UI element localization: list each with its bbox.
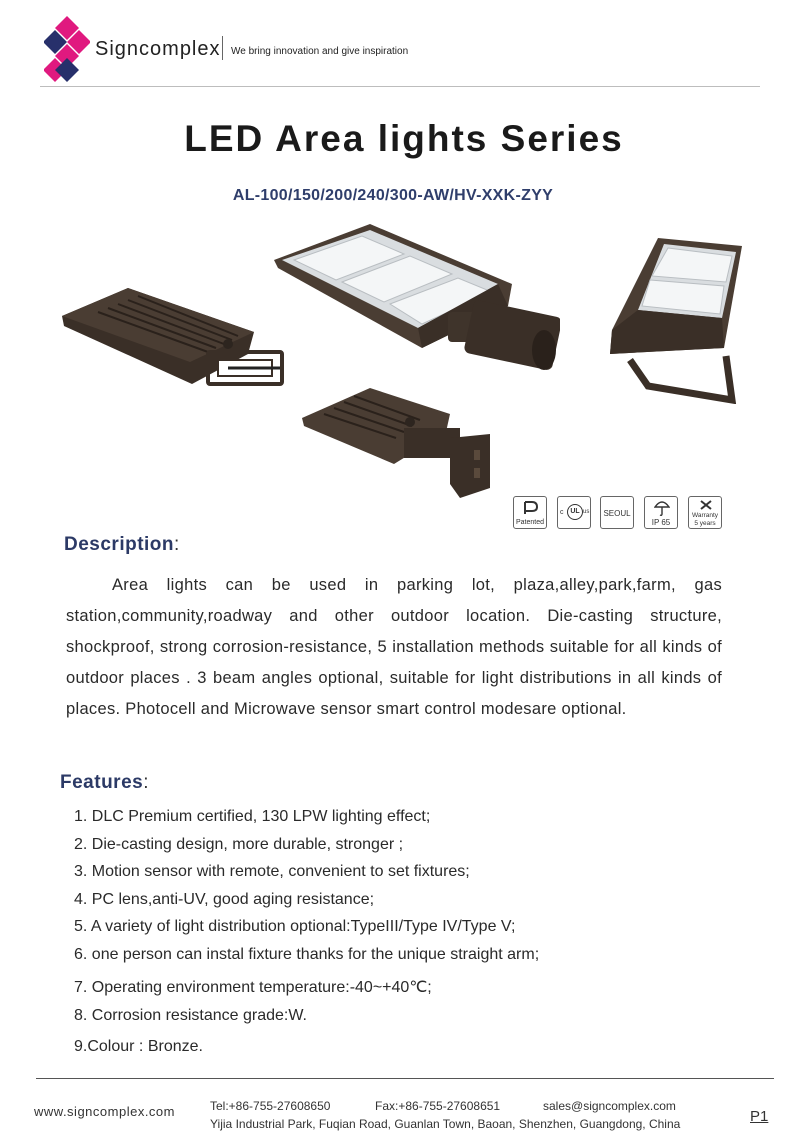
feature-item: 7. Operating environment temperature:-40~+40℃; (74, 979, 432, 996)
footer-divider (36, 1078, 774, 1079)
seoul-label: SEOUL (603, 509, 631, 518)
description-heading-colon: : (174, 534, 180, 555)
feature-item: 4. PC lens,anti-UV, good aging resistance; (74, 891, 375, 908)
ul-listed-badge (557, 496, 591, 529)
brand-tagline: We bring innovation and give inspiration (231, 46, 409, 57)
patented-badge (513, 496, 547, 529)
signcomplex-logo-icon (44, 16, 90, 82)
footer-fax: Fax:+86-755-27608651 (375, 1099, 501, 1113)
feature-item: 6. one person can instal fixture thanks for the unique straight arm; (74, 946, 540, 963)
description-heading-text: Description (64, 534, 175, 555)
ul-c-label: c (560, 509, 564, 516)
footer-address: Yijia Industrial Park, Fuqian Road, Guanlan Town, Baoan, Shenzhen, Guangdong, China (210, 1117, 681, 1131)
features-heading (60, 772, 149, 794)
model-number: AL-100/150/200/240/300-AW/HV-XXK-ZYY (232, 187, 554, 204)
brand-divider (222, 36, 223, 60)
ul-us-label: us (583, 509, 590, 515)
warranty-badge (688, 496, 722, 529)
ip65-label: IP 65 (651, 518, 671, 527)
features-heading-colon: : (143, 772, 149, 793)
patented-label: Patented (515, 519, 545, 526)
footer-telephone: Tel:+86-755-27608650 (210, 1099, 331, 1113)
warranty-years-label: 5 years (694, 520, 716, 527)
area-light-product-image-1 (58, 282, 288, 394)
footer-email-link[interactable]: sales@signcomplex.com (543, 1099, 676, 1113)
description-paragraph: Area lights can be used in parking lot, plaza,alley,park,farm, gas station,community,roadway and other outdoor location. Die-casting structure, shockproof, strong corrosion-resistance, 5 installation methods suitable for all kinds of outdoor places . 3 beam angles optional, suitable for light distributions in all kinds of places. Photocell and Microwave sensor smart control modesare optional. (66, 576, 722, 718)
ul-mark: UL (567, 504, 583, 520)
feature-item: 9.Colour : Bronze. (74, 1038, 203, 1055)
brand-name: Signcomplex (95, 38, 221, 60)
feature-item: 1. DLC Premium certified, 130 LPW lighting effect; (74, 808, 431, 825)
patent-icon (522, 500, 540, 516)
description-heading (64, 534, 180, 556)
feature-item: 5. A variety of light distribution optional:TypeIII/Type IV/Type V; (74, 918, 516, 935)
page-number: P1 (750, 1108, 769, 1125)
feature-item: 2. Die-casting design, more durable, stronger ; (74, 836, 404, 853)
feature-item: 3. Motion sensor with remote, convenient to set fixtures; (74, 863, 470, 880)
features-heading-text: Features (60, 772, 144, 793)
area-light-product-image-4 (608, 236, 748, 404)
seoul-badge (600, 496, 634, 529)
description-body (66, 570, 722, 725)
area-light-product-image-3 (300, 384, 496, 502)
area-light-product-image-2 (272, 220, 560, 378)
page-title: LED Area lights Series (184, 118, 624, 159)
umbrella-icon (654, 499, 670, 517)
warranty-label: Warranty (691, 512, 719, 519)
feature-item: 8. Corrosion resistance grade:W. (74, 1007, 307, 1024)
header-divider (40, 86, 760, 87)
ip65-badge (644, 496, 678, 529)
footer-website-link[interactable]: www.signcomplex.com (34, 1104, 175, 1119)
wrench-icon (699, 499, 713, 511)
